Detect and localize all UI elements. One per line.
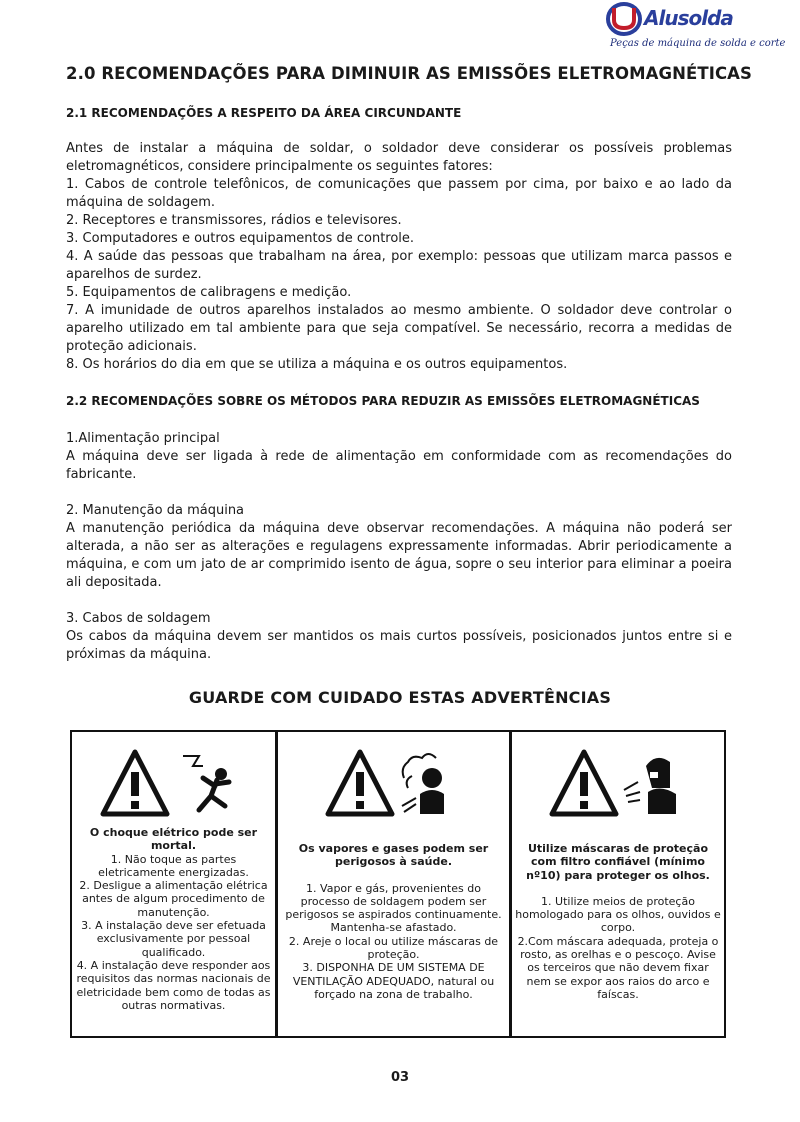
subsection-2-1-body: [66, 140, 732, 374]
list-item: 2. Desligue a alimentação elétrica antes de algum procedimento de manutenção.: [79, 879, 268, 919]
warning-items: [514, 895, 722, 1001]
warning-items: [74, 853, 273, 1013]
list-item: 5. Equipamentos de calibragens e medição.: [66, 285, 352, 300]
item-text: A máquina deve ser ligada à rede de alimentação em conformidade com as recomendações do fabricante.: [66, 449, 732, 482]
warning-title: Os vapores e gases podem ser perigosos à saúde.: [298, 842, 489, 869]
logo-name: Alusolda: [644, 6, 733, 30]
warning-items: [280, 882, 507, 1002]
hazard-triangle-icon: [99, 748, 249, 818]
list-item: 1. Utilize meios de proteção homologado para os olhos, ouvidos e corpo.: [515, 894, 721, 935]
list-item: 1. Cabos de controle telefônicos, de comunicações que passem por cima, por baixo e ao lado da máquina de soldagem.: [66, 177, 732, 210]
list-item: 3. A instalação deve ser efetuada exclusivamente por pessoal qualificado.: [81, 919, 266, 959]
list-item: 3. Computadores e outros equipamentos de controle.: [66, 231, 415, 246]
logo-tagline: Peças de máquina de solda e corte: [610, 38, 786, 49]
electric-shock-icon: [74, 732, 273, 818]
paragraph: Antes de instalar a máquina de soldar, o soldador deve considerar os possíveis problemas eletromagnéticos, considere principalmente os seguintes fatores:: [66, 141, 732, 174]
warnings-title: GUARDE COM CUIDADO ESTAS ADVERTÊNCIAS: [188, 688, 612, 707]
list-item: 2. Areje o local ou utilize máscaras de proteção.: [288, 934, 499, 962]
warnings-table: [70, 730, 726, 1038]
logo-mark-icon: [606, 2, 642, 36]
hazard-triangle-icon: [548, 748, 688, 818]
warning-column-mask: [509, 732, 724, 1036]
warning-column-electric: [72, 732, 275, 1036]
hazard-triangle-icon: [324, 748, 464, 818]
brand-logo: [604, 0, 786, 58]
list-item: 1. Vapor e gás, provenientes do processo de soldagem podem ser perigosos se aspirados continuamente. Mantenha-se afastado.: [285, 881, 502, 935]
subsection-2-2-title: 2.2 RECOMENDAÇÕES SOBRE OS MÉTODOS PARA REDUZIR AS EMISSÕES ELETROMAGNÉTICAS: [66, 394, 700, 408]
list-item: 3. DISPONHA DE UM SISTEMA DE VENTILAÇÃO ADEQUADO, natural ou forçado na zona de trabalho.: [292, 961, 495, 1001]
list-item: 7. A imunidade de outros aparelhos instalados ao mesmo ambiente. O soldador deve controlar o aparelho utilizado em tal ambiente para que seja compatível. Se necessário, recorra a medidas de proteção adicionais.: [66, 303, 732, 354]
list-item: 1. Não toque as partes eletricamente energizadas.: [98, 852, 249, 879]
warning-column-fumes: [275, 732, 509, 1036]
item-text: A manutenção periódica da máquina deve observar recomendações. A máquina não poderá ser alterada, a não ser as alterações e regulagens expressamente informadas. Abrir periodicamente a máquina, e com um jato de ar comprimido isento de água, sopre o seu interior para eliminar a poeira ali depositada.: [66, 521, 732, 590]
item-text: Os cabos da máquina devem ser mantidos os mais curtos possíveis, posicionados juntos entre si e próximas da máquina.: [66, 629, 732, 662]
list-item: 8. Os horários do dia em que se utiliza a máquina e os outros equipamentos.: [66, 357, 568, 372]
list-item: 4. A instalação deve responder aos requisitos das normas nacionais de eletricidade bem como de todas as outras normativas.: [76, 958, 271, 1012]
list-item: 4. A saúde das pessoas que trabalham na área, por exemplo: pessoas que utilizam marca passos e aparelhos de surdez.: [66, 249, 732, 282]
list-item: 2.Com máscara adequada, proteja o rosto, as orelhas e o pescoço. Avise os terceiros que não devem fixar nem se expor aos raios do arco e faíscas.: [517, 934, 719, 1001]
item-heading: 2. Manutenção da máquina: [66, 503, 245, 518]
page-number: 03: [390, 1070, 410, 1085]
warning-title: Utilize máscaras de proteção com filtro confiável (mínimo nº10) para proteger os olhos.: [526, 842, 710, 882]
item-heading: 3. Cabos de soldagem: [66, 611, 211, 626]
subsection-2-2-body: [66, 430, 732, 664]
welding-mask-icon: [514, 732, 722, 818]
warning-title: O choque elétrico pode ser mortal.: [89, 826, 258, 853]
item-heading: 1.Alimentação principal: [66, 431, 220, 446]
subsection-2-1-title: 2.1 RECOMENDAÇÕES A RESPEITO DA ÁREA CIRCUNDANTE: [66, 106, 462, 120]
section-title: 2.0 RECOMENDAÇÕES PARA DIMINUIR AS EMISSÕES ELETROMAGNÉTICAS: [66, 64, 753, 83]
fumes-icon: [280, 732, 507, 818]
list-item: 2. Receptores e transmissores, rádios e televisores.: [66, 213, 402, 228]
